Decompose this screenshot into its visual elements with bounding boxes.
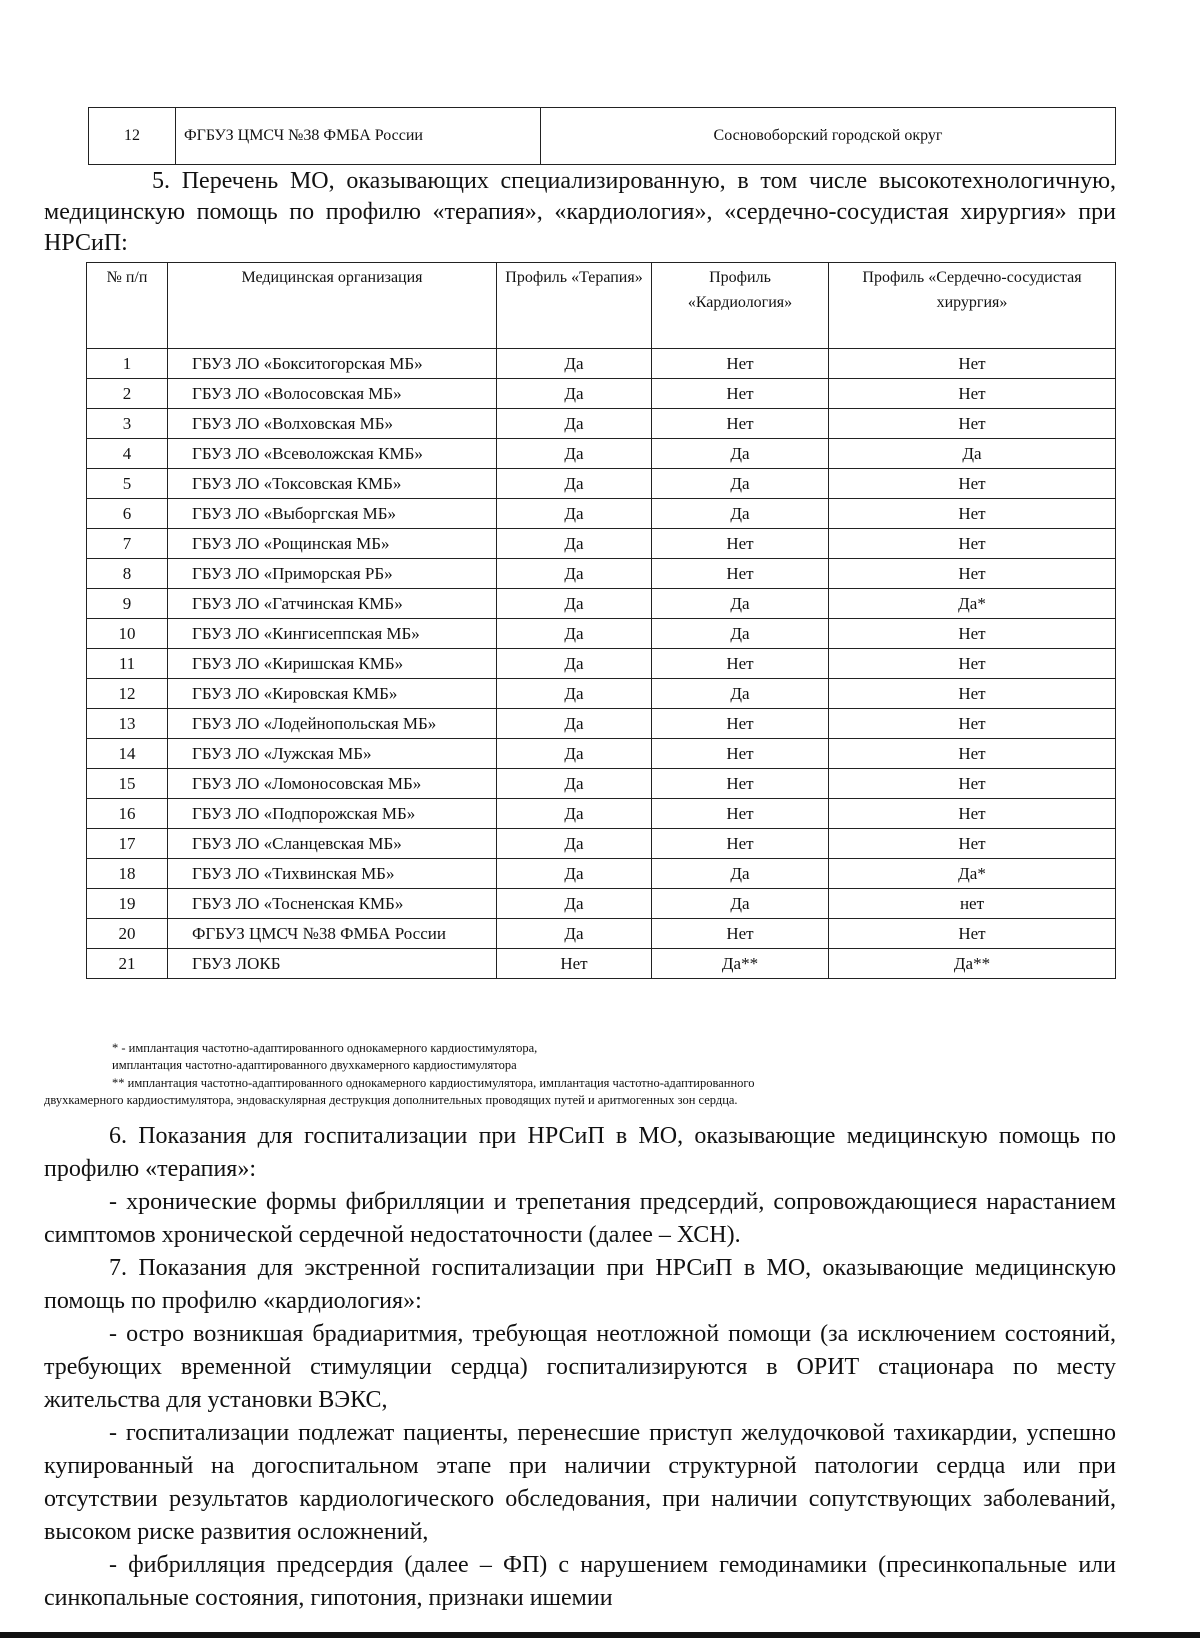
cardiac-surgery-value: Нет bbox=[829, 499, 1116, 529]
therapy-value: Да bbox=[497, 889, 652, 919]
cardiology-value: Нет bbox=[652, 829, 829, 859]
cardiac-surgery-value: Нет bbox=[829, 469, 1116, 499]
cardiology-value: Нет bbox=[652, 559, 829, 589]
header-organization: Медицинская организация bbox=[168, 263, 497, 349]
cardiac-surgery-value: Нет bbox=[829, 739, 1116, 769]
table-row bbox=[87, 469, 1116, 499]
therapy-value: Да bbox=[497, 829, 652, 859]
organization-name: ФГБУЗ ЦМСЧ №38 ФМБА России bbox=[168, 919, 497, 949]
therapy-value: Да bbox=[497, 529, 652, 559]
table-row bbox=[87, 649, 1116, 679]
therapy-value: Да bbox=[497, 589, 652, 619]
organization-name: ГБУЗ ЛО «Бокситогорская МБ» bbox=[168, 349, 497, 379]
row-number: 15 bbox=[87, 769, 168, 799]
table-row bbox=[87, 709, 1116, 739]
row-number: 5 bbox=[87, 469, 168, 499]
cardiology-value: Нет bbox=[652, 739, 829, 769]
cardiac-surgery-value: Нет bbox=[829, 649, 1116, 679]
table-row bbox=[87, 589, 1116, 619]
therapy-value: Да bbox=[497, 709, 652, 739]
table-row bbox=[87, 499, 1116, 529]
organization-name: ГБУЗ ЛО «Гатчинская КМБ» bbox=[168, 589, 497, 619]
organization-name: ГБУЗ ЛО «Волховская МБ» bbox=[168, 409, 497, 439]
section-7-item-3: - фибрилляция предсердия (далее – ФП) с нарушением гемодинамики (пресинкопальные или синкопальные состояния, гипотония, признаки ишемии bbox=[44, 1552, 1116, 1611]
cardiology-value: Нет bbox=[652, 649, 829, 679]
cardiac-surgery-value: нет bbox=[829, 889, 1116, 919]
therapy-value: Да bbox=[497, 769, 652, 799]
row-number: 19 bbox=[87, 889, 168, 919]
district-name: Сосновоборский городской округ bbox=[541, 108, 1116, 165]
cardiac-surgery-value: Нет bbox=[829, 709, 1116, 739]
cardiology-value: Да bbox=[652, 859, 829, 889]
table-row bbox=[87, 829, 1116, 859]
cardiac-surgery-value: Да bbox=[829, 439, 1116, 469]
cardiology-value: Да bbox=[652, 499, 829, 529]
header-cardiac-surgery: Профиль «Сердечно-сосудистая хирургия» bbox=[829, 263, 1116, 349]
cardiology-value: Да bbox=[652, 619, 829, 649]
cardiology-value: Нет bbox=[652, 529, 829, 559]
cardiology-value: Да bbox=[652, 679, 829, 709]
cardiac-surgery-value: Нет bbox=[829, 409, 1116, 439]
therapy-value: Да bbox=[497, 379, 652, 409]
organization-name: ГБУЗ ЛО «Кингисеппская МБ» bbox=[168, 619, 497, 649]
row-number: 11 bbox=[87, 649, 168, 679]
scan-edge-line bbox=[0, 1632, 1200, 1638]
section-6-heading: 6. Показания для госпитализации при НРСиП в МО, оказывающие медицинскую помощь по профилю «терапия»: bbox=[44, 1123, 1116, 1182]
row-number: 9 bbox=[87, 589, 168, 619]
therapy-value: Да bbox=[497, 799, 652, 829]
row-number: 14 bbox=[87, 739, 168, 769]
cardiology-value: Нет bbox=[652, 379, 829, 409]
therapy-value: Да bbox=[497, 679, 652, 709]
cardiology-value: Нет bbox=[652, 709, 829, 739]
organization-name: ГБУЗ ЛОКБ bbox=[168, 949, 497, 979]
row-number: 6 bbox=[87, 499, 168, 529]
row-number: 17 bbox=[87, 829, 168, 859]
organization-name: ГБУЗ ЛО «Подпорожская МБ» bbox=[168, 799, 497, 829]
organization-name: ГБУЗ ЛО «Тосненская КМБ» bbox=[168, 889, 497, 919]
table-row bbox=[87, 529, 1116, 559]
organization-name: ГБУЗ ЛО «Рощинская МБ» bbox=[168, 529, 497, 559]
row-number: 12 bbox=[87, 679, 168, 709]
cardiac-surgery-value: Нет bbox=[829, 349, 1116, 379]
table-row bbox=[87, 379, 1116, 409]
section-5-heading: 5. Перечень МО, оказывающих специализированную, в том числе высокотехнологичную, медицинскую помощь по профилю «терапия», «кардиология», «сердечно-сосудистая хирургия» при НРСиП: bbox=[44, 168, 1116, 256]
organization-name: ГБУЗ ЛО «Кировская КМБ» bbox=[168, 679, 497, 709]
therapy-value: Да bbox=[497, 559, 652, 589]
cardiac-surgery-value: Нет bbox=[829, 529, 1116, 559]
therapy-value: Да bbox=[497, 859, 652, 889]
table-row bbox=[87, 619, 1116, 649]
footnote-2b: двухкамерного кардиостимулятора, эндоваскулярная деструкция дополнительных проводящих путей и аритмогенных зон сердца. bbox=[44, 1093, 738, 1107]
organization-name: ГБУЗ ЛО «Киришская КМБ» bbox=[168, 649, 497, 679]
cardiac-surgery-value: Да** bbox=[829, 949, 1116, 979]
cardiology-value: Да bbox=[652, 469, 829, 499]
table-row bbox=[89, 108, 1116, 165]
therapy-value: Нет bbox=[497, 949, 652, 979]
cardiac-surgery-value: Нет bbox=[829, 769, 1116, 799]
cardiology-value: Да bbox=[652, 589, 829, 619]
therapy-value: Да bbox=[497, 409, 652, 439]
section-7-heading: 7. Показания для экстренной госпитализации при НРСиП в МО, оказывающие медицинскую помощь по профилю «кардиология»: bbox=[44, 1255, 1116, 1314]
row-number: 13 bbox=[87, 709, 168, 739]
therapy-value: Да bbox=[497, 439, 652, 469]
cardiac-surgery-value: Нет bbox=[829, 919, 1116, 949]
table-row bbox=[87, 859, 1116, 889]
table-header-row bbox=[87, 263, 1116, 349]
cardiology-value: Да bbox=[652, 439, 829, 469]
table-row bbox=[87, 739, 1116, 769]
cardiology-value: Нет bbox=[652, 919, 829, 949]
row-number: 10 bbox=[87, 619, 168, 649]
therapy-value: Да bbox=[497, 619, 652, 649]
table-row bbox=[87, 349, 1116, 379]
cardiology-value: Нет bbox=[652, 349, 829, 379]
cardiology-value: Да bbox=[652, 889, 829, 919]
therapy-value: Да bbox=[497, 919, 652, 949]
top-table-fragment bbox=[88, 107, 1116, 165]
table-row bbox=[87, 679, 1116, 709]
table-row bbox=[87, 889, 1116, 919]
footnote-2a: ** имплантация частотно-адаптированного однокамерного кардиостимулятора, имплантация частотно-адаптированного bbox=[112, 1076, 755, 1090]
organization-name: ГБУЗ ЛО «Лужская МБ» bbox=[168, 739, 497, 769]
header-number: № п/п bbox=[87, 263, 168, 349]
row-number: 8 bbox=[87, 559, 168, 589]
row-number: 12 bbox=[89, 108, 176, 165]
organization-name: ГБУЗ ЛО «Токсовская КМБ» bbox=[168, 469, 497, 499]
table-row bbox=[87, 919, 1116, 949]
organization-name: ГБУЗ ЛО «Лодейнопольская МБ» bbox=[168, 709, 497, 739]
cardiology-value: Да** bbox=[652, 949, 829, 979]
cardiac-surgery-value: Нет bbox=[829, 619, 1116, 649]
cardiology-value: Нет bbox=[652, 409, 829, 439]
cardiac-surgery-value: Да* bbox=[829, 859, 1116, 889]
therapy-value: Да bbox=[497, 349, 652, 379]
row-number: 21 bbox=[87, 949, 168, 979]
section-7-item-1: - остро возникшая брадиаритмия, требующая неотложной помощи (за исключением состояний, требующих временной стимуляции сердца) госпитализируются в ОРИТ стационара по месту жительства для установки ВЭКС, bbox=[44, 1321, 1116, 1413]
organization-name: ФГБУЗ ЦМСЧ №38 ФМБА России bbox=[176, 108, 541, 165]
table-row bbox=[87, 799, 1116, 829]
cardiac-surgery-value: Да* bbox=[829, 589, 1116, 619]
row-number: 3 bbox=[87, 409, 168, 439]
organization-name: ГБУЗ ЛО «Волосовская МБ» bbox=[168, 379, 497, 409]
row-number: 1 bbox=[87, 349, 168, 379]
header-therapy: Профиль «Терапия» bbox=[497, 263, 652, 349]
footnote-1a: * - имплантация частотно-адаптированного однокамерного кардиостимулятора, bbox=[112, 1041, 538, 1055]
header-cardiology: Профиль «Кардиология» bbox=[652, 263, 829, 349]
organization-name: ГБУЗ ЛО «Приморская РБ» bbox=[168, 559, 497, 589]
cardiac-surgery-value: Нет bbox=[829, 679, 1116, 709]
organization-name: ГБУЗ ЛО «Сланцевская МБ» bbox=[168, 829, 497, 859]
footnote-1b: имплантация частотно-адаптированного двухкамерного кардиостимулятора bbox=[112, 1058, 517, 1072]
cardiac-surgery-value: Нет bbox=[829, 559, 1116, 589]
table-row bbox=[87, 409, 1116, 439]
row-number: 16 bbox=[87, 799, 168, 829]
row-number: 20 bbox=[87, 919, 168, 949]
cardiac-surgery-value: Нет bbox=[829, 829, 1116, 859]
cardiac-surgery-value: Нет bbox=[829, 799, 1116, 829]
therapy-value: Да bbox=[497, 469, 652, 499]
mo-profile-table bbox=[86, 262, 1116, 979]
organization-name: ГБУЗ ЛО «Ломоносовская МБ» bbox=[168, 769, 497, 799]
table-row bbox=[87, 769, 1116, 799]
row-number: 7 bbox=[87, 529, 168, 559]
table-body bbox=[87, 349, 1116, 979]
row-number: 18 bbox=[87, 859, 168, 889]
cardiology-value: Нет bbox=[652, 799, 829, 829]
table-row bbox=[87, 439, 1116, 469]
therapy-value: Да bbox=[497, 499, 652, 529]
therapy-value: Да bbox=[497, 739, 652, 769]
row-number: 2 bbox=[87, 379, 168, 409]
section-6-item-1: - хронические формы фибрилляции и трепетания предсердий, сопровождающиеся нарастанием симптомов хронической сердечной недостаточности (далее – ХСН). bbox=[44, 1189, 1116, 1248]
section-7-item-2: - госпитализации подлежат пациенты, перенесшие приступ желудочковой тахикардии, успешно купированный на догоспитальном этапе при наличии структурной патологии сердца или при отсутствии результатов кардиологического обследования, при наличии сопутствующих заболеваний, высоком риске развития осложнений, bbox=[44, 1420, 1116, 1545]
row-number: 4 bbox=[87, 439, 168, 469]
cardiology-value: Нет bbox=[652, 769, 829, 799]
cardiac-surgery-value: Нет bbox=[829, 379, 1116, 409]
therapy-value: Да bbox=[497, 649, 652, 679]
organization-name: ГБУЗ ЛО «Выборгская МБ» bbox=[168, 499, 497, 529]
organization-name: ГБУЗ ЛО «Тихвинская МБ» bbox=[168, 859, 497, 889]
organization-name: ГБУЗ ЛО «Всеволожская КМБ» bbox=[168, 439, 497, 469]
table-row bbox=[87, 949, 1116, 979]
table-row bbox=[87, 559, 1116, 589]
